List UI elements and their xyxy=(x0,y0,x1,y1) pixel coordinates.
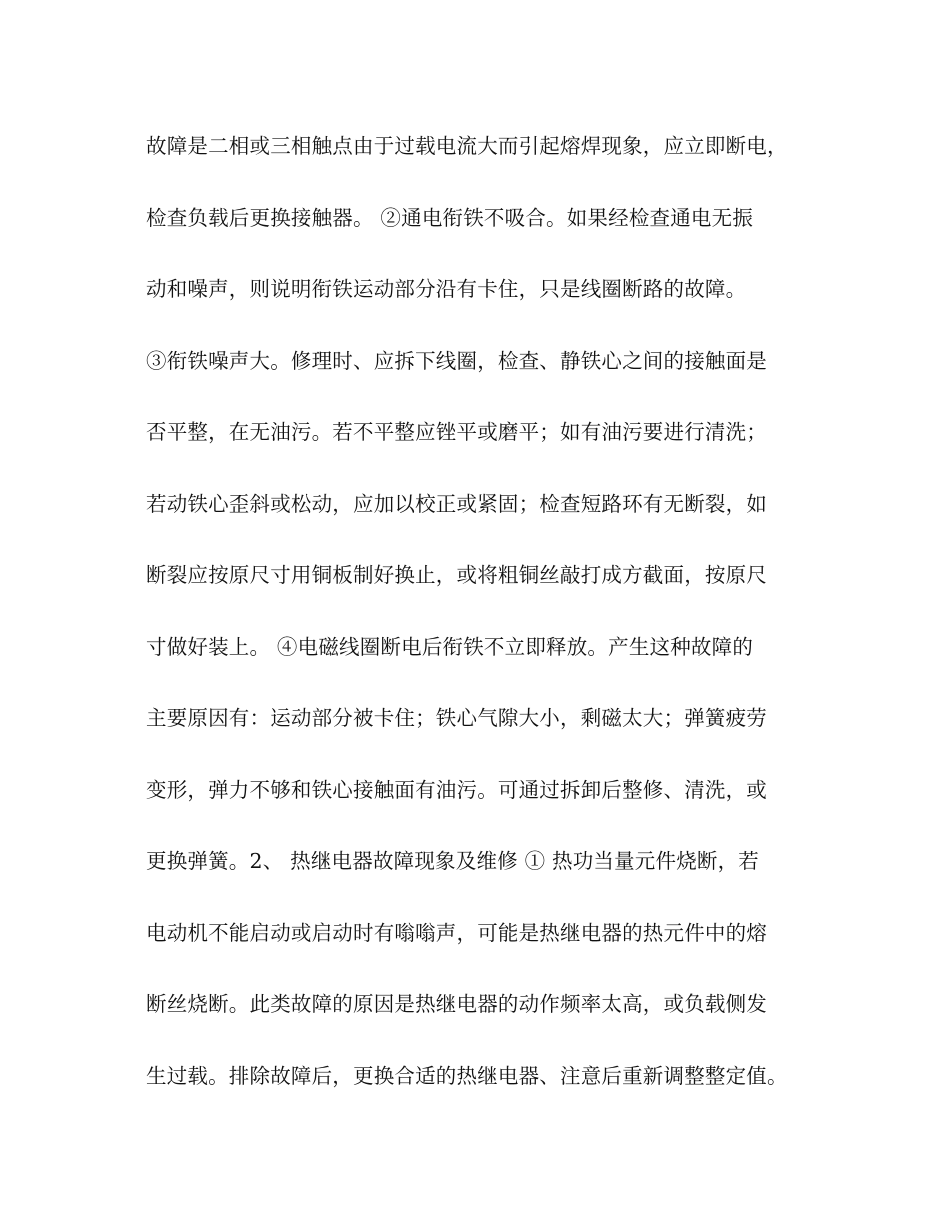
text-line-9: 主要原因有：运动部分被卡住；铁心气隙大小，剩磁太大；弹簧疲劳 xyxy=(146,706,767,730)
text-line-7: 断裂应按原尺寸用铜板制好换止，或将粗铜丝敲打成方截面，按原尺 xyxy=(146,563,767,587)
body-text xyxy=(146,126,836,1127)
text-line-10: 变形，弹力不够和铁心接触面有油污。可通过拆卸后整修、清洗，或 xyxy=(146,777,767,802)
text-line-5: 否平整，在无油污。若不平整应锉平或磨平；如有油污要进行清洗； xyxy=(146,420,767,444)
text-line-14: 生过载。排除故障后，更换合适的热继电器、注意后重新调整整定值。 xyxy=(146,1063,788,1088)
text-line-13: 断丝烧断。此类故障的原因是热继电器的动作频率太高，或负载侧发 xyxy=(146,992,767,1016)
text-line-1: 故障是二相或三相触点由于过载电流大而引起熔焊现象，应立即断电， xyxy=(146,134,788,158)
text-line-4: ③衔铁噪声大。修理时、应拆下线圈，检查、静铁心之间的接触面是 xyxy=(146,348,767,373)
text-line-2: 检查负载后更换接触器。 ②通电衔铁不吸合。如果经检查通电无振 xyxy=(146,205,754,230)
text-line-12: 电动机不能启动或启动时有嗡嗡声，可能是热继电器的热元件中的熔 xyxy=(146,920,767,945)
text-line-11: 更换弹簧。2、 热继电器故障现象及维修 ① 热功当量元件烧断，若 xyxy=(146,849,759,873)
text-line-6: 若动铁心歪斜或松动，应加以校正或紧固；检查短路环有无断裂，如 xyxy=(146,491,767,516)
text-line-3: 动和噪声，则说明衔铁运动部分沿有卡住，只是线圈断路的故障。 xyxy=(146,277,747,301)
text-line-8: 寸做好装上。 ④电磁线圈断电后衔铁不立即释放。产生这种故障的 xyxy=(146,634,754,659)
